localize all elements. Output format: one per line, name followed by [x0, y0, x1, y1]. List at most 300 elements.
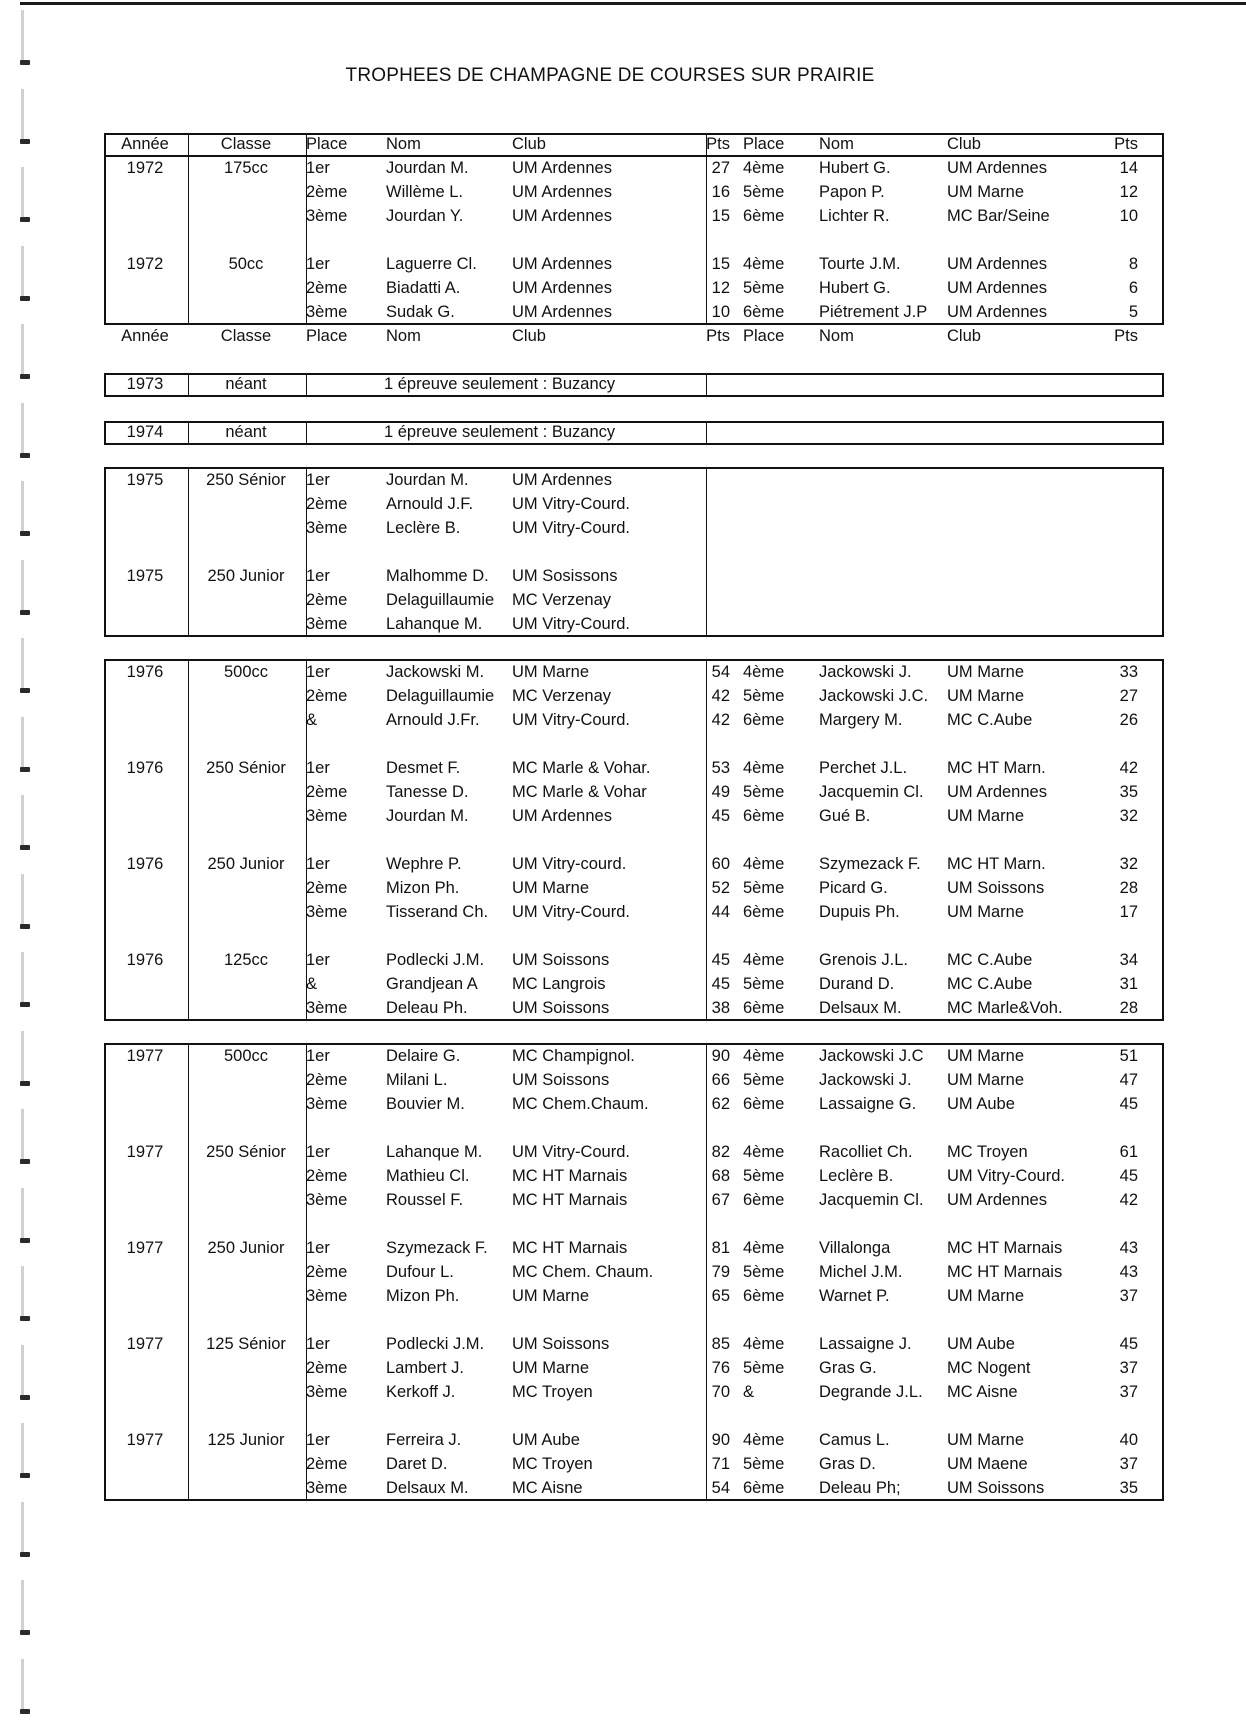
cell-pts-2: 5 [1128, 303, 1138, 321]
cell-club: UM Soissons [512, 951, 610, 969]
cell-club: MC Champignol. [512, 1047, 635, 1065]
cell-classe: 250 Sénior [206, 1143, 286, 1161]
cell-club-2: MC Bar/Seine [947, 207, 1050, 225]
cell-nom: Delaguillaumie [386, 591, 495, 609]
cell-nom: Deleau Ph. [386, 999, 468, 1017]
cell-pts-2: Pts [1114, 327, 1138, 345]
cell-nom: Nom [386, 135, 421, 153]
cell-pts-2: Pts [1114, 135, 1138, 153]
cell-club-2: UM Marne [947, 183, 1025, 201]
cell-place: Place [306, 327, 348, 345]
cell-annee: 1977 [126, 1047, 164, 1065]
cell-club-2: UM Aube [947, 1095, 1015, 1113]
binder-ring-mark [20, 1659, 36, 1721]
cell-pts: 66 [711, 1071, 730, 1089]
binder-ring-mark [20, 246, 36, 308]
cell-pts: 65 [711, 1287, 730, 1305]
cell-pts-2: 32 [1119, 807, 1138, 825]
cell-place-2: 4ème [743, 663, 785, 681]
cell-annee: 1975 [126, 567, 164, 585]
cell-place-2: 5ème [743, 1071, 785, 1089]
cell-club-2: MC HT Marnais [947, 1263, 1063, 1281]
table-row [104, 1069, 1164, 1093]
cell-place-2: 6ème [743, 1287, 785, 1305]
cell-nom: Wephre P. [386, 855, 462, 873]
cell-place: 2ème [306, 1359, 348, 1377]
cell-annee: Année [121, 135, 169, 153]
cell-club: MC Troyen [512, 1383, 593, 1401]
cell-place: 3ème [306, 1479, 348, 1497]
cell-club-2: UM Marne [947, 687, 1025, 705]
table-row [104, 805, 1164, 829]
table-row [104, 685, 1164, 709]
cell-place-2: 6ème [743, 207, 785, 225]
cell-classe: Classe [220, 135, 272, 153]
cell-place-2: 4ème [743, 1431, 785, 1449]
cell-place: 1er [306, 471, 330, 489]
cell-nom: Grandjean A [386, 975, 478, 993]
cell-nom: Tisserand Ch. [386, 903, 489, 921]
cell-nom-2: Nom [819, 135, 854, 153]
cell-place: 3ème [306, 1095, 348, 1113]
cell-nom-2: Jacquemin Cl. [819, 783, 924, 801]
cell-place-2: Place [743, 327, 785, 345]
cell-club-2: Club [947, 135, 981, 153]
cell-place-2: 4ème [743, 855, 785, 873]
cell-place: 1er [306, 951, 330, 969]
cell-pts-2: 37 [1119, 1383, 1138, 1401]
cell-place-2: 4ème [743, 159, 785, 177]
cell-annee: 1972 [126, 159, 164, 177]
cell-club-2: UM Ardennes [947, 1191, 1047, 1209]
cell-place-2: 5ème [743, 879, 785, 897]
cell-pts: 67 [711, 1191, 730, 1209]
cell-classe: 500cc [223, 1047, 269, 1065]
cell-place: 2ème [306, 783, 348, 801]
cell-annee: 1977 [126, 1143, 164, 1161]
cell-nom-2: Delsaux M. [819, 999, 902, 1017]
cell-pts-2: 40 [1119, 1431, 1138, 1449]
cell-annee: 1977 [126, 1431, 164, 1449]
table-row [104, 661, 1164, 685]
cell-pts: 49 [711, 783, 730, 801]
table-row [104, 949, 1164, 973]
cell-pts: 12 [711, 279, 730, 297]
table-row [104, 253, 1164, 277]
table-row [104, 181, 1164, 205]
cell-club-2: UM Marne [947, 1287, 1025, 1305]
cell-pts-2: 42 [1119, 1191, 1138, 1209]
cell-classe: Classe [220, 327, 272, 345]
cell-pts-2: 43 [1119, 1263, 1138, 1281]
cell-pts: 79 [711, 1263, 730, 1281]
cell-nom-2: Gras D. [819, 1455, 876, 1473]
cell-nom-2: Gué B. [819, 807, 871, 825]
cell-place-2: 6ème [743, 807, 785, 825]
cell-nom-2: Nom [819, 327, 854, 345]
cell-pts: 16 [711, 183, 730, 201]
cell-club: UM Sosissons [512, 567, 618, 585]
cell-nom-2: Lassaigne J. [819, 1335, 912, 1353]
cell-place: 2ème [306, 1071, 348, 1089]
cell-pts: 42 [711, 687, 730, 705]
binder-ring-mark [20, 1345, 36, 1407]
cell-place: Place [306, 135, 348, 153]
cell-note: 1 épreuve seulement : Buzancy [384, 423, 616, 441]
cell-place-2: 4ème [743, 1047, 785, 1065]
cell-pts-2: 61 [1119, 1143, 1138, 1161]
cell-nom: Lahanque M. [386, 615, 483, 633]
cell-nom: Ferreira J. [386, 1431, 462, 1449]
cell-club-2: MC Aisne [947, 1383, 1018, 1401]
cell-nom: Kerkoff J. [386, 1383, 456, 1401]
cell-club-2: UM Ardennes [947, 279, 1047, 297]
cell-club-2: UM Marne [947, 1047, 1025, 1065]
cell-pts: 53 [711, 759, 730, 777]
cell-club: UM Ardennes [512, 255, 612, 273]
cell-club-2: UM Marne [947, 663, 1025, 681]
cell-place: 2ème [306, 279, 348, 297]
cell-club-2: MC HT Marn. [947, 759, 1046, 777]
table-row [104, 1261, 1164, 1285]
cell-classe: 250 Junior [207, 1239, 285, 1257]
cell-club: MC Langrois [512, 975, 606, 993]
cell-classe: 500cc [223, 663, 269, 681]
binder-ring-mark [20, 324, 36, 386]
cell-club: UM Vitry-Courd. [512, 711, 630, 729]
cell-annee: 1976 [126, 759, 164, 777]
cell-pts: 27 [711, 159, 730, 177]
binder-ring-mark [20, 167, 36, 229]
binder-ring-mark [20, 795, 36, 857]
table-header-row [104, 133, 1164, 157]
cell-club-2: MC C.Aube [947, 951, 1033, 969]
cell-club-2: MC HT Marn. [947, 855, 1046, 873]
cell-pts-2: 6 [1128, 279, 1138, 297]
cell-nom-2: Hubert G. [819, 159, 891, 177]
cell-pts: 82 [711, 1143, 730, 1161]
cell-place-2: 6ème [743, 999, 785, 1017]
cell-annee: 1973 [126, 375, 164, 393]
cell-nom: Delaguillaumie [386, 687, 495, 705]
cell-place: 1er [306, 1335, 330, 1353]
cell-club: UM Ardennes [512, 807, 612, 825]
cell-pts-2: 34 [1119, 951, 1138, 969]
cell-pts: 15 [711, 207, 730, 225]
note-row [104, 373, 1164, 397]
table-row [104, 493, 1164, 517]
cell-nom-2: Degrande J.L. [819, 1383, 923, 1401]
cell-pts-2: 42 [1119, 759, 1138, 777]
cell-nom-2: Piétrement J.P [819, 303, 928, 321]
cell-place-2: 6ème [743, 303, 785, 321]
cell-classe: 125 Sénior [206, 1335, 286, 1353]
cell-place: 3ème [306, 1191, 348, 1209]
binder-ring-mark [20, 1109, 36, 1171]
cell-pts: 44 [711, 903, 730, 921]
cell-classe: néant [225, 423, 267, 441]
cell-place: & [306, 975, 318, 993]
cell-club-2: UM Marne [947, 807, 1025, 825]
table-row [104, 1357, 1164, 1381]
cell-pts-2: 43 [1119, 1239, 1138, 1257]
cell-place: & [306, 711, 318, 729]
cell-place: 3ème [306, 1287, 348, 1305]
cell-club: MC HT Marnais [512, 1239, 628, 1257]
cell-nom: Jackowski M. [386, 663, 485, 681]
cell-place: 3ème [306, 903, 348, 921]
cell-nom: Delaire G. [386, 1047, 461, 1065]
cell-club: UM Marne [512, 879, 590, 897]
cell-club: UM Vitry-Courd. [512, 495, 630, 513]
binder-ring-mark [20, 1188, 36, 1250]
cell-club-2: UM Marne [947, 1431, 1025, 1449]
cell-club: UM Soissons [512, 1071, 610, 1089]
cell-club: UM Vitry-courd. [512, 855, 627, 873]
cell-nom: Tanesse D. [386, 783, 469, 801]
cell-pts-2: 47 [1119, 1071, 1138, 1089]
cell-classe: 250 Junior [207, 855, 285, 873]
cell-pts-2: 45 [1119, 1167, 1138, 1185]
cell-nom-2: Papon P. [819, 183, 885, 201]
binder-ring-mark [20, 89, 36, 151]
table-row [104, 1189, 1164, 1213]
cell-nom: Bouvier M. [386, 1095, 465, 1113]
cell-place: 3ème [306, 303, 348, 321]
cell-place-2: 4ème [743, 1239, 785, 1257]
cell-place: 3ème [306, 207, 348, 225]
cell-pts-2: 28 [1119, 879, 1138, 897]
cell-pts: 15 [711, 255, 730, 273]
cell-nom-2: Racolliet Ch. [819, 1143, 913, 1161]
cell-club: UM Soissons [512, 999, 610, 1017]
cell-pts-2: 17 [1119, 903, 1138, 921]
cell-club: MC Aisne [512, 1479, 583, 1497]
cell-nom-2: Tourte J.M. [819, 255, 901, 273]
cell-place: 1er [306, 255, 330, 273]
cell-club-2: MC C.Aube [947, 975, 1033, 993]
cell-classe: 125cc [223, 951, 269, 969]
binder-ring-mark [20, 717, 36, 779]
cell-pts: 90 [711, 1047, 730, 1065]
cell-place: 1er [306, 567, 330, 585]
cell-place-2: 4ème [743, 255, 785, 273]
binder-ring-mark [20, 1031, 36, 1093]
table-row [104, 853, 1164, 877]
cell-pts: 38 [711, 999, 730, 1017]
cell-nom: Lambert J. [386, 1359, 464, 1377]
cell-pts: Pts [706, 135, 730, 153]
cell-club-2: UM Ardennes [947, 783, 1047, 801]
cell-nom-2: Deleau Ph; [819, 1479, 901, 1497]
cell-nom-2: Lassaigne G. [819, 1095, 917, 1113]
binder-ring-mark [20, 1423, 36, 1485]
cell-nom: Desmet F. [386, 759, 461, 777]
cell-place: 1er [306, 159, 330, 177]
table-row [104, 277, 1164, 301]
cell-pts: 90 [711, 1431, 730, 1449]
cell-nom-2: Margery M. [819, 711, 903, 729]
cell-nom-2: Picard G. [819, 879, 888, 897]
table-row [104, 1093, 1164, 1117]
cell-club: UM Aube [512, 1431, 580, 1449]
cell-classe: 250 Junior [207, 567, 285, 585]
cell-classe: 125 Junior [207, 1431, 285, 1449]
cell-pts-2: 35 [1119, 1479, 1138, 1497]
cell-pts: 76 [711, 1359, 730, 1377]
cell-club-2: MC HT Marnais [947, 1239, 1063, 1257]
cell-nom: Jourdan Y. [386, 207, 464, 225]
cell-nom: Daret D. [386, 1455, 448, 1473]
cell-club-2: Club [947, 327, 981, 345]
cell-nom: Mizon Ph. [386, 879, 460, 897]
cell-club: UM Soissons [512, 1335, 610, 1353]
cell-place-2: Place [743, 135, 785, 153]
cell-place-2: 4ème [743, 1335, 785, 1353]
cell-place-2: 6ème [743, 1095, 785, 1113]
binder-ring-mark [20, 1580, 36, 1642]
table-row [104, 1237, 1164, 1261]
cell-club: MC Chem.Chaum. [512, 1095, 649, 1113]
cell-pts-2: 10 [1119, 207, 1138, 225]
cell-nom-2: Hubert G. [819, 279, 891, 297]
table-row [104, 589, 1164, 613]
cell-place: 2ème [306, 879, 348, 897]
cell-club: UM Ardennes [512, 207, 612, 225]
table-row [104, 877, 1164, 901]
cell-place: 1er [306, 1047, 330, 1065]
cell-nom-2: Jackowski J.C. [819, 687, 929, 705]
cell-place-2: 5ème [743, 1455, 785, 1473]
cell-place-2: 5ème [743, 975, 785, 993]
cell-club-2: MC Troyen [947, 1143, 1028, 1161]
cell-nom: Biadatti A. [386, 279, 461, 297]
cell-annee: 1977 [126, 1239, 164, 1257]
cell-place-2: 4ème [743, 759, 785, 777]
note-row [104, 421, 1164, 445]
cell-place-2: 5ème [743, 183, 785, 201]
cell-annee: 1976 [126, 855, 164, 873]
table-row [104, 901, 1164, 925]
cell-club: UM Ardennes [512, 303, 612, 321]
cell-pts-2: 27 [1119, 687, 1138, 705]
cell-nom-2: Gras G. [819, 1359, 877, 1377]
table-row [104, 301, 1164, 325]
binder-ring-mark [20, 403, 36, 465]
cell-nom: Szymezack F. [386, 1239, 488, 1257]
table-row [104, 1381, 1164, 1405]
cell-place: 3ème [306, 1383, 348, 1401]
cell-club-2: UM Ardennes [947, 303, 1047, 321]
cell-pts: 45 [711, 951, 730, 969]
cell-nom: Laguerre Cl. [386, 255, 477, 273]
cell-club-2: UM Maene [947, 1455, 1028, 1473]
cell-nom-2: Jackowski J.C [819, 1047, 924, 1065]
cell-club: UM Vitry-Courd. [512, 903, 630, 921]
cell-club-2: UM Ardennes [947, 255, 1047, 273]
cell-pts: 60 [711, 855, 730, 873]
cell-place: 2ème [306, 495, 348, 513]
cell-nom: Podlecki J.M. [386, 951, 485, 969]
cell-club: UM Vitry-Courd. [512, 519, 630, 537]
cell-club: MC Verzenay [512, 591, 612, 609]
cell-place: 1er [306, 1143, 330, 1161]
cell-club: MC Chem. Chaum. [512, 1263, 654, 1281]
cell-pts: 45 [711, 807, 730, 825]
cell-club-2: UM Marne [947, 903, 1025, 921]
cell-place-2: 4ème [743, 951, 785, 969]
cell-place: 2ème [306, 1455, 348, 1473]
table-row [104, 1045, 1164, 1069]
binder-ring-mark [20, 1502, 36, 1564]
table-row [104, 1141, 1164, 1165]
table-row [104, 973, 1164, 997]
cell-place: 1er [306, 759, 330, 777]
cell-pts-2: 14 [1119, 159, 1138, 177]
cell-club-2: UM Aube [947, 1335, 1015, 1353]
cell-pts: 54 [711, 663, 730, 681]
cell-club: MC Marle & Vohar [512, 783, 647, 801]
cell-pts: 54 [711, 1479, 730, 1497]
cell-nom: Milani L. [386, 1071, 448, 1089]
cell-place: 2ème [306, 183, 348, 201]
cell-annee: 1977 [126, 1335, 164, 1353]
table-row [104, 1429, 1164, 1453]
cell-place-2: 6ème [743, 711, 785, 729]
binder-ring-mark [20, 10, 36, 72]
cell-annee: 1975 [126, 471, 164, 489]
cell-place: 1er [306, 1239, 330, 1257]
binder-ring-mark [20, 1266, 36, 1328]
cell-nom: Willème L. [386, 183, 464, 201]
top-rule [20, 2, 1246, 5]
binder-holes [20, 0, 40, 1714]
table-row [104, 157, 1164, 181]
cell-nom: Mathieu Cl. [386, 1167, 470, 1185]
cell-place: 3ème [306, 807, 348, 825]
cell-place: 2ème [306, 591, 348, 609]
cell-place: 2ème [306, 1167, 348, 1185]
cell-club: UM Marne [512, 1287, 590, 1305]
cell-pts-2: 26 [1119, 711, 1138, 729]
cell-annee: 1976 [126, 951, 164, 969]
cell-place-2: 5ème [743, 1263, 785, 1281]
page-title: TROPHEES DE CHAMPAGNE DE COURSES SUR PRAIRIE [345, 65, 875, 86]
cell-nom-2: Grenois J.L. [819, 951, 908, 969]
cell-nom-2: Durand D. [819, 975, 895, 993]
cell-pts: 85 [711, 1335, 730, 1353]
table-row [104, 1285, 1164, 1309]
cell-note: 1 épreuve seulement : Buzancy [384, 375, 616, 393]
cell-pts-2: 33 [1119, 663, 1138, 681]
cell-club: MC Verzenay [512, 687, 612, 705]
cell-pts: 42 [711, 711, 730, 729]
cell-place-2: 5ème [743, 1359, 785, 1377]
cell-nom-2: Warnet P. [819, 1287, 890, 1305]
cell-nom: Arnould J.F. [386, 495, 474, 513]
cell-place-2: 5ème [743, 1167, 785, 1185]
table-row [104, 997, 1164, 1021]
cell-pts: 70 [711, 1383, 730, 1401]
cell-club-2: UM Ardennes [947, 159, 1047, 177]
cell-place: 2ème [306, 687, 348, 705]
cell-club-2: MC C.Aube [947, 711, 1033, 729]
cell-nom-2: Perchet J.L. [819, 759, 908, 777]
cell-club-2: UM Vitry-Courd. [947, 1167, 1065, 1185]
cell-nom-2: Leclère B. [819, 1167, 894, 1185]
cell-nom-2: Michel J.M. [819, 1263, 903, 1281]
table-row [104, 709, 1164, 733]
